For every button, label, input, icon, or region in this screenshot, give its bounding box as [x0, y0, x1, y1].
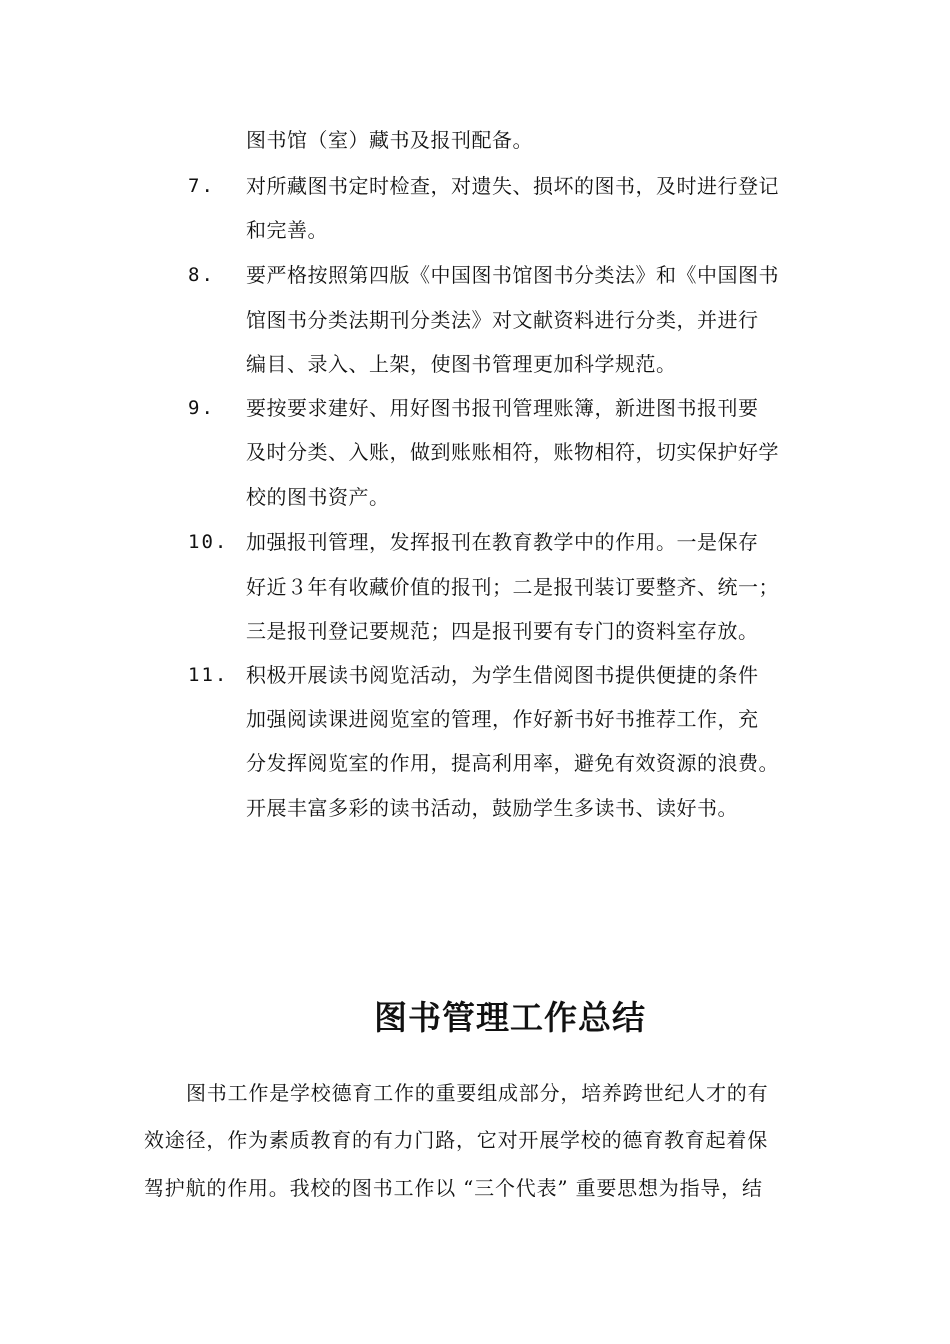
list-item-number: 7.: [188, 175, 215, 197]
paragraph-line: 图书工作是学校德育工作的重要组成部分，培养跨世纪人才的有: [186, 1081, 769, 1105]
list-item-line: 加强阅读课进阅览室的管理，作好新书好书推荐工作，充: [246, 707, 759, 731]
list-item-line: 三是报刊登记要规范；四是报刊要有专门的资料室存放。: [246, 619, 759, 643]
list-item-line: 好近３年有收藏价值的报刊；二是报刊装订要整齐、统一；: [246, 575, 779, 599]
list-item-line: 分发挥阅览室的作用，提高利用率，避免有效资源的浪费。: [246, 751, 779, 775]
list-item-line: 馆图书分类法期刊分类法》对文献资料进行分类，并进行: [246, 308, 759, 332]
list-item-number: 10.: [188, 531, 229, 553]
list-item-line: 加强报刊管理，发挥报刊在教育教学中的作用。一是保存: [246, 530, 759, 554]
list-item-line: 和完善。: [246, 218, 328, 242]
paragraph-line: 效途径，作为素质教育的有力门路，它对开展学校的德育教育起着保: [144, 1128, 768, 1152]
paragraph-line: 驾护航的作用。我校的图书工作以 “三个代表” 重要思想为指导，结: [144, 1176, 763, 1200]
list-item-line: 编目、录入、上架，使图书管理更加科学规范。: [246, 352, 677, 376]
list-item-number: 8.: [188, 264, 215, 286]
list-item-line: 要严格按照第四版《中国图书馆图书分类法》和《中国图书: [246, 263, 779, 287]
list-item-line: 要按要求建好、用好图书报刊管理账簿，新进图书报刊要: [246, 396, 759, 420]
list-continuation: 图书馆（室）藏书及报刊配备。: [246, 128, 533, 152]
list-item-number: 11.: [188, 664, 229, 686]
page-title: 图书管理工作总结: [374, 998, 646, 1037]
list-item-number: 9.: [188, 397, 215, 419]
list-item-line: 校的图书资产。: [246, 485, 390, 509]
list-item-line: 及时分类、入账，做到账账相符，账物相符，切实保护好学: [246, 440, 779, 464]
list-item-line: 对所藏图书定时检查，对遗失、损坏的图书，及时进行登记: [246, 174, 779, 198]
list-item-line: 开展丰富多彩的读书活动，鼓励学生多读书、读好书。: [246, 796, 738, 820]
list-item-line: 积极开展读书阅览活动，为学生借阅图书提供便捷的条件: [246, 663, 759, 687]
